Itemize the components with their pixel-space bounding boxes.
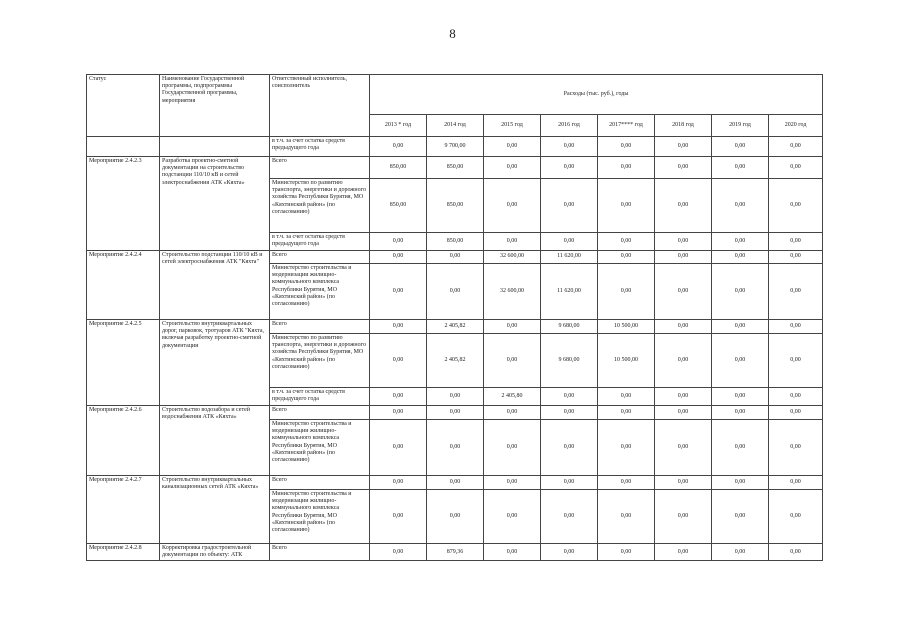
executor-cell: в т.ч. за счет остатка средств предыдущего года xyxy=(270,388,370,406)
value-cell: 0,00 xyxy=(598,137,655,157)
value-cell: 0,00 xyxy=(541,233,598,251)
executor-cell: Министерство строительства и модернизации жилищно-коммунального комплекса Республики Бурятия, МО «Кяхтинский район» (по согласованию) xyxy=(270,264,370,320)
executor-cell: Министерство строительства и модернизации жилищно-коммунального комплекса Республики Бурятия, МО «Кяхтинский район» (по согласованию) xyxy=(270,490,370,544)
value-cell: 0,00 xyxy=(427,476,484,490)
value-cell: 0,00 xyxy=(484,179,541,233)
value-cell: 0,00 xyxy=(655,157,712,179)
value-cell: 0,00 xyxy=(598,490,655,544)
executor-cell: Всего xyxy=(270,406,370,420)
value-cell: 850,00 xyxy=(427,179,484,233)
value-cell: 0,00 xyxy=(598,233,655,251)
value-cell: 0,00 xyxy=(712,264,769,320)
value-cell: 0,00 xyxy=(598,420,655,476)
value-cell: 0,00 xyxy=(370,388,427,406)
value-cell: 0,00 xyxy=(712,476,769,490)
value-cell: 0,00 xyxy=(769,264,823,320)
value-cell: 9 700,00 xyxy=(427,137,484,157)
value-cell: 0,00 xyxy=(598,264,655,320)
value-cell: 0,00 xyxy=(541,544,598,561)
value-cell: 0,00 xyxy=(655,264,712,320)
value-cell: 0,00 xyxy=(370,406,427,420)
value-cell: 0,00 xyxy=(541,476,598,490)
table-row xyxy=(87,476,823,490)
value-cell: 0,00 xyxy=(712,334,769,388)
value-cell: 0,00 xyxy=(655,420,712,476)
value-cell: 0,00 xyxy=(484,320,541,334)
header-expenses: Расходы (тыс. руб.), годы xyxy=(370,75,823,115)
value-cell: 0,00 xyxy=(598,476,655,490)
table-row xyxy=(87,544,823,561)
value-cell: 0,00 xyxy=(541,137,598,157)
status-cell: Мероприятие 2.4.2.7 xyxy=(87,476,160,544)
value-cell: 0,00 xyxy=(769,388,823,406)
value-cell: 9 680,00 xyxy=(541,320,598,334)
value-cell: 0,00 xyxy=(541,490,598,544)
value-cell: 0,00 xyxy=(769,137,823,157)
executor-cell: Всего xyxy=(270,544,370,561)
table-row xyxy=(87,157,823,179)
page-number: 8 xyxy=(449,26,456,41)
value-cell: 0,00 xyxy=(655,179,712,233)
value-cell: 0,00 xyxy=(769,179,823,233)
value-cell: 850,00 xyxy=(370,157,427,179)
status-cell: Мероприятие 2.4.2.6 xyxy=(87,406,160,476)
value-cell: 0,00 xyxy=(541,388,598,406)
value-cell: 0,00 xyxy=(484,476,541,490)
value-cell: 0,00 xyxy=(541,179,598,233)
header-year: 2020 год xyxy=(769,115,823,137)
header-year: 2013 * год xyxy=(370,115,427,137)
value-cell: 0,00 xyxy=(655,490,712,544)
table-row xyxy=(87,406,823,420)
executor-cell: Всего xyxy=(270,320,370,334)
header-year: 2015 год xyxy=(484,115,541,137)
value-cell: 11 620,00 xyxy=(541,264,598,320)
executor-cell: Министерство по развитию транспорта, энергетики и дорожного хозяйства Республики Бурятия, МО «Кяхтинский район» (по согласованию) xyxy=(270,334,370,388)
value-cell: 0,00 xyxy=(769,157,823,179)
value-cell: 2 405,82 xyxy=(427,334,484,388)
value-cell: 0,00 xyxy=(541,157,598,179)
value-cell: 850,00 xyxy=(427,157,484,179)
value-cell: 0,00 xyxy=(427,420,484,476)
value-cell: 0,00 xyxy=(427,406,484,420)
header-year: 2017**** год xyxy=(598,115,655,137)
header-year: 2019 год xyxy=(712,115,769,137)
header-year: 2016 год xyxy=(541,115,598,137)
value-cell: 0,00 xyxy=(427,264,484,320)
value-cell: 0,00 xyxy=(598,544,655,561)
value-cell: 0,00 xyxy=(484,233,541,251)
value-cell: 0,00 xyxy=(712,320,769,334)
value-cell: 2 405,80 xyxy=(484,388,541,406)
value-cell: 0,00 xyxy=(769,406,823,420)
header-status: Статус xyxy=(87,75,160,137)
value-cell: 0,00 xyxy=(769,420,823,476)
name-cell: Корректировка градостроительной документации по объекту: АТК xyxy=(160,544,270,561)
value-cell: 0,00 xyxy=(712,420,769,476)
value-cell: 0,00 xyxy=(484,406,541,420)
budget-table xyxy=(86,74,823,561)
table-row xyxy=(87,251,823,264)
name-cell: Строительство внутриквартальных дорог, парковок, тротуаров АТК "Кяхта, включая разработку проектно-сметной документации xyxy=(160,320,270,406)
value-cell: 0,00 xyxy=(541,420,598,476)
value-cell: 0,00 xyxy=(769,544,823,561)
value-cell: 0,00 xyxy=(484,157,541,179)
executor-cell: Всего xyxy=(270,157,370,179)
value-cell: 0,00 xyxy=(655,388,712,406)
value-cell: 0,00 xyxy=(712,157,769,179)
value-cell: 0,00 xyxy=(370,420,427,476)
value-cell: 0,00 xyxy=(769,233,823,251)
value-cell: 0,00 xyxy=(541,406,598,420)
value-cell: 0,00 xyxy=(370,490,427,544)
value-cell: 0,00 xyxy=(427,490,484,544)
value-cell: 0,00 xyxy=(712,179,769,233)
value-cell: 0,00 xyxy=(655,476,712,490)
value-cell: 0,00 xyxy=(712,388,769,406)
status-cell: Мероприятие 2.4.2.4 xyxy=(87,251,160,320)
name-cell: Разработка проектно-сметной документации на строительство подстанции 110/10 кВ и сетей электроснабжения АТК «Кяхта» xyxy=(160,157,270,251)
value-cell: 0,00 xyxy=(769,251,823,264)
value-cell: 32 600,00 xyxy=(484,264,541,320)
header-year: 2014 год xyxy=(427,115,484,137)
value-cell: 0,00 xyxy=(655,544,712,561)
value-cell: 0,00 xyxy=(712,544,769,561)
value-cell: 0,00 xyxy=(712,406,769,420)
value-cell: 0,00 xyxy=(655,334,712,388)
executor-cell: Министерство по развитию транспорта, энергетики и дорожного хозяйства Республики Бурятия, МО «Кяхтинский район» (по согласованию) xyxy=(270,179,370,233)
value-cell: 0,00 xyxy=(655,251,712,264)
value-cell: 0,00 xyxy=(598,388,655,406)
value-cell: 0,00 xyxy=(655,320,712,334)
status-cell: Мероприятие 2.4.2.5 xyxy=(87,320,160,406)
value-cell: 0,00 xyxy=(712,251,769,264)
value-cell: 0,00 xyxy=(427,251,484,264)
value-cell: 0,00 xyxy=(712,233,769,251)
value-cell: 0,00 xyxy=(655,233,712,251)
value-cell: 0,00 xyxy=(655,406,712,420)
value-cell: 0,00 xyxy=(484,334,541,388)
header-executor: Ответственный исполнитель, соисполнитель xyxy=(270,75,370,137)
value-cell: 0,00 xyxy=(370,264,427,320)
header-year: 2018 год xyxy=(655,115,712,137)
value-cell: 850,00 xyxy=(427,233,484,251)
name-cell: Строительство внутриквартальных канализационных сетей АТК «Кяхта» xyxy=(160,476,270,544)
executor-cell: Министерство строительства и модернизации жилищно-коммунального комплекса Республики Бурятия, МО «Кяхтинский район» (по согласованию) xyxy=(270,420,370,476)
value-cell: 0,00 xyxy=(484,490,541,544)
value-cell: 0,00 xyxy=(655,137,712,157)
value-cell: 0,00 xyxy=(484,544,541,561)
value-cell: 0,00 xyxy=(712,137,769,157)
table-row xyxy=(87,320,823,334)
value-cell: 0,00 xyxy=(370,137,427,157)
value-cell: 0,00 xyxy=(370,544,427,561)
table-row xyxy=(87,137,823,157)
value-cell: 11 620,00 xyxy=(541,251,598,264)
value-cell: 0,00 xyxy=(427,388,484,406)
value-cell: 0,00 xyxy=(598,157,655,179)
value-cell: 0,00 xyxy=(769,334,823,388)
executor-cell: в т.ч. за счет остатка средств предыдущего года xyxy=(270,233,370,251)
value-cell: 850,00 xyxy=(370,179,427,233)
value-cell: 0,00 xyxy=(598,251,655,264)
value-cell: 0,00 xyxy=(370,334,427,388)
executor-cell: Всего xyxy=(270,251,370,264)
value-cell: 9 680,00 xyxy=(541,334,598,388)
name-cell: Строительство водозабора и сетей водоснабжения АТК «Кяхта» xyxy=(160,406,270,476)
value-cell: 2 405,82 xyxy=(427,320,484,334)
executor-cell: Всего xyxy=(270,476,370,490)
value-cell: 0,00 xyxy=(598,406,655,420)
value-cell: 0,00 xyxy=(370,251,427,264)
value-cell: 0,00 xyxy=(370,233,427,251)
status-cell: Мероприятие 2.4.2.3 xyxy=(87,157,160,251)
value-cell: 0,00 xyxy=(598,179,655,233)
value-cell: 0,00 xyxy=(370,320,427,334)
value-cell: 10 500,00 xyxy=(598,320,655,334)
value-cell: 0,00 xyxy=(484,137,541,157)
status-cell: Мероприятие 2.4.2.8 xyxy=(87,544,160,561)
value-cell: 0,00 xyxy=(769,476,823,490)
page-clip xyxy=(86,562,822,640)
value-cell: 0,00 xyxy=(769,490,823,544)
value-cell: 879,36 xyxy=(427,544,484,561)
value-cell: 32 600,00 xyxy=(484,251,541,264)
value-cell: 10 500,00 xyxy=(598,334,655,388)
value-cell: 0,00 xyxy=(769,320,823,334)
value-cell: 0,00 xyxy=(370,476,427,490)
executor-cell: в т.ч. за счет остатка средств предыдущего года xyxy=(270,137,370,157)
value-cell: 0,00 xyxy=(712,490,769,544)
name-cell: Строительство подстанции 110/10 кВ и сетей электроснабжения АТК "Кяхта" xyxy=(160,251,270,320)
header-name: Наименование Государственной программы, подпрограммы Государственной программы, мероприятия xyxy=(160,75,270,137)
value-cell: 0,00 xyxy=(484,420,541,476)
